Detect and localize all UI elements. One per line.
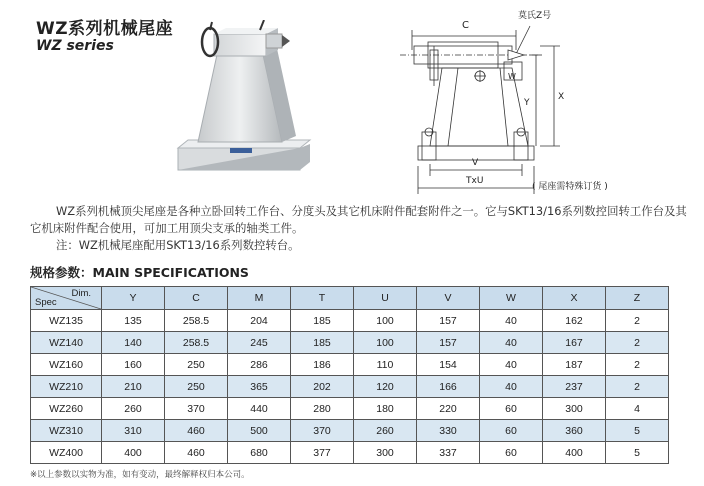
table-cell: 680 (228, 442, 291, 464)
row-spec-cell: WZ135 (31, 310, 102, 332)
tailstock-image (150, 20, 360, 185)
table-cell: 157 (417, 332, 480, 354)
dim-label-x: X (558, 92, 565, 102)
table-cell: 260 (354, 420, 417, 442)
product-photo (150, 20, 360, 185)
table-cell: 40 (480, 354, 543, 376)
page-subtitle: WZ series (36, 38, 114, 54)
column-header: C (165, 287, 228, 310)
dim-label-c: C (462, 20, 469, 31)
table-cell: 160 (102, 354, 165, 376)
row-spec-cell: WZ160 (31, 354, 102, 376)
table-cell: 460 (165, 442, 228, 464)
dim-label-morse: 莫氏Z号 (518, 11, 552, 21)
table-cell: 400 (102, 442, 165, 464)
table-row (31, 310, 669, 332)
table-cell: 60 (480, 420, 543, 442)
table-cell: 260 (102, 398, 165, 420)
table-cell: 2 (606, 376, 669, 398)
table-cell: 210 (102, 376, 165, 398)
column-header: T (291, 287, 354, 310)
column-header: Y (102, 287, 165, 310)
table-cell: 185 (291, 332, 354, 354)
column-header: U (354, 287, 417, 310)
table-cell: 365 (228, 376, 291, 398)
table-cell: 110 (354, 354, 417, 376)
table-cell: 40 (480, 310, 543, 332)
footnote: ※以上参数以实物为准，如有变动，最终解释权归本公司。 (30, 470, 250, 480)
table-cell: 460 (165, 420, 228, 442)
table-cell: 370 (165, 398, 228, 420)
table-cell: 250 (165, 376, 228, 398)
table-cell: 300 (543, 398, 606, 420)
spec-table (30, 286, 669, 464)
table-cell: 440 (228, 398, 291, 420)
table-header-row (31, 287, 669, 310)
table-cell: 370 (291, 420, 354, 442)
table-cell: 40 (480, 376, 543, 398)
table-cell: 187 (543, 354, 606, 376)
table-row (31, 442, 669, 464)
dim-label-y: Y (524, 98, 530, 108)
table-cell: 2 (606, 332, 669, 354)
table-row (31, 398, 669, 420)
column-header: W (480, 287, 543, 310)
table-cell: 167 (543, 332, 606, 354)
table-cell: 4 (606, 398, 669, 420)
table-corner-header (31, 287, 102, 310)
drawing-note: ( 尾座需特殊订货 ) (532, 182, 608, 192)
row-spec-cell: WZ210 (31, 376, 102, 398)
description-paragraph: WZ系列机械顶尖尾座是各种立卧回转工作台、分度头及其它机床附件配套附件之一。它与SKT13/16系列数控回转工作台及其它机床附件配合使用，可加工用顶尖支承的轴类工件。 (30, 204, 687, 235)
table-cell: 180 (354, 398, 417, 420)
table-cell: 2 (606, 310, 669, 332)
table-row (31, 376, 669, 398)
table-cell: 258.5 (165, 332, 228, 354)
corner-dim-label: Dim. (71, 288, 91, 299)
row-spec-cell: WZ260 (31, 398, 102, 420)
table-cell: 220 (417, 398, 480, 420)
table-cell: 400 (543, 442, 606, 464)
table-cell: 40 (480, 332, 543, 354)
table-cell: 286 (228, 354, 291, 376)
table-cell: 360 (543, 420, 606, 442)
page-title: WZ系列机械尾座 (36, 19, 174, 39)
table-cell: 337 (417, 442, 480, 464)
table-cell: 162 (543, 310, 606, 332)
table-cell: 100 (354, 310, 417, 332)
dim-label-w: W (508, 72, 516, 81)
table-cell: 60 (480, 442, 543, 464)
table-cell: 204 (228, 310, 291, 332)
dimension-drawing (400, 6, 700, 196)
table-cell: 310 (102, 420, 165, 442)
column-header: M (228, 287, 291, 310)
table-cell: 60 (480, 398, 543, 420)
description (30, 203, 690, 254)
table-cell: 185 (291, 310, 354, 332)
row-spec-cell: WZ140 (31, 332, 102, 354)
table-cell: 140 (102, 332, 165, 354)
table-cell: 258.5 (165, 310, 228, 332)
table-cell: 245 (228, 332, 291, 354)
column-header: X (543, 287, 606, 310)
table-cell: 5 (606, 420, 669, 442)
table-cell: 330 (417, 420, 480, 442)
table-cell: 120 (354, 376, 417, 398)
table-cell: 280 (291, 398, 354, 420)
table-cell: 166 (417, 376, 480, 398)
table-cell: 2 (606, 354, 669, 376)
table-cell: 300 (354, 442, 417, 464)
row-spec-cell: WZ400 (31, 442, 102, 464)
table-cell: 157 (417, 310, 480, 332)
table-row (31, 332, 669, 354)
column-header: V (417, 287, 480, 310)
table-cell: 237 (543, 376, 606, 398)
dim-label-v: V (472, 158, 479, 168)
table-cell: 186 (291, 354, 354, 376)
corner-spec-label: Spec (35, 297, 57, 308)
table-cell: 135 (102, 310, 165, 332)
table-cell: 154 (417, 354, 480, 376)
table-cell: 100 (354, 332, 417, 354)
table-cell: 500 (228, 420, 291, 442)
column-header: Z (606, 287, 669, 310)
table-cell: 202 (291, 376, 354, 398)
spec-heading: 规格参数：MAIN SPECIFICATIONS (30, 265, 249, 280)
table-row (31, 420, 669, 442)
row-spec-cell: WZ310 (31, 420, 102, 442)
table-row (31, 354, 669, 376)
table-cell: 5 (606, 442, 669, 464)
description-note: 注：WZ机械尾座配用SKT13/16系列数控转台。 (56, 238, 300, 252)
dim-label-txu: TxU (466, 176, 484, 186)
table-cell: 250 (165, 354, 228, 376)
table-cell: 377 (291, 442, 354, 464)
